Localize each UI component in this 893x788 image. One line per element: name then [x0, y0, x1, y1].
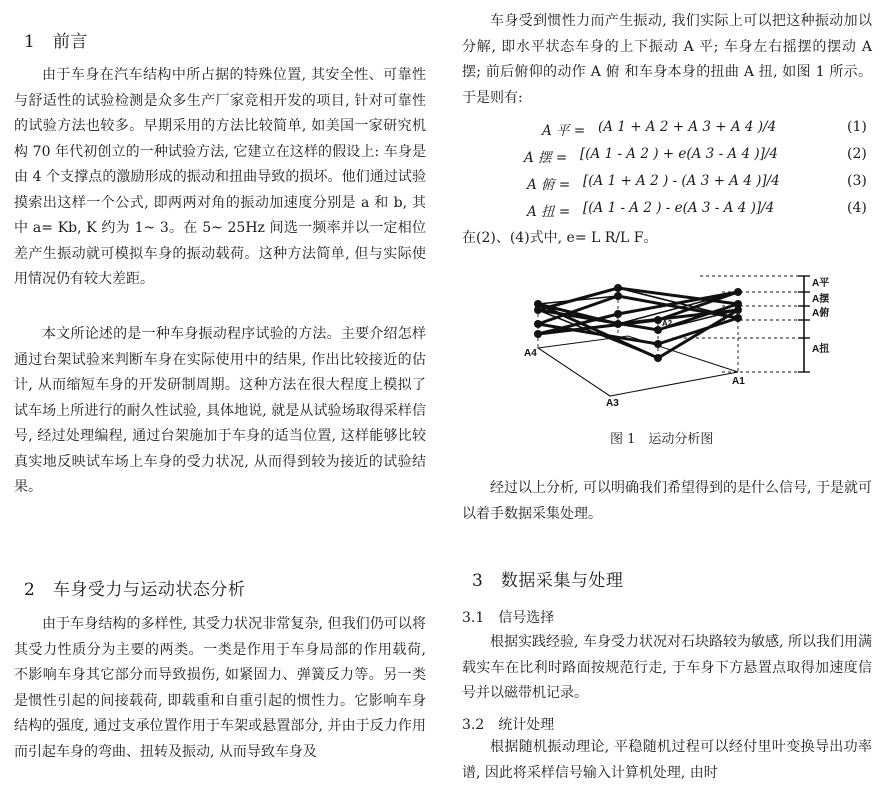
equation-number: (4): [847, 200, 867, 216]
subsection-3-2-heading: 3.2 统计处理: [462, 717, 555, 733]
section-3-heading: 3 数据采集与处理: [472, 571, 624, 591]
equation-note: 在(2)、(4)式中, e= L R/L F。: [462, 230, 658, 246]
figure-caption: 图 1 运动分析图: [610, 432, 714, 447]
equation-lhs: A 平 =: [542, 123, 586, 139]
label-point-a1: A1: [732, 376, 745, 387]
label-a-fu: A俯: [812, 308, 830, 319]
section-1-heading: 1 前言: [24, 32, 88, 52]
section-1-paragraph-1: 由于车身在汽车结构中所占据的特殊位置, 其安全性、可靠性与舒适性的试验检测是众多生产厂家竞相开发的项目, 针对可靠性的试验方法也较多。早期采用的方法比较简单, 如美国一家研究机构 70 年代初创立的一种试验方法, 它建立在这样的假设上: 车身是由 4 个支撑点的激励形成的振动和扭曲导致的损坏。他们通过试验摸索出这样一个公式, 即两两对角的振动加速度分别是 a 和 b, 其中 a= Kb, K 约为 1~ 3。在 5~ 25Hz 间选一频率并以一定相位差产生振动就可模拟车身的振动载荷。这种方法简单, 但与实际使用情况仍有较大差距。: [14, 67, 426, 287]
equation-rhs: [(A 1 - A 2 ) + e(A 3 - A 4 )]/4: [580, 146, 779, 162]
section-1-paragraph-2: 本文所论述的是一种车身振动程序试验的方法。主要介绍怎样通过台架试验来判断车身在实际使用中的结果, 作出比较接近的估计, 从而缩短车身的开发研制周期。这种方法在很大程度上模拟了试车场上所进行的耐久性试验, 具体地说, 就是从试验场取得采样信号, 经过处理编程, 通过台架施加于车身的适当位置, 这样能够比较真实地反映试车场上车身的受力状况, 从而得到较为接近的试验结果。: [14, 326, 426, 495]
label-point-a2: A2: [662, 319, 673, 328]
equation-rhs: [(A 1 + A 2 ) - (A 3 + A 4 )]/4: [583, 173, 780, 189]
equation-number: (1): [847, 119, 867, 135]
section-2-paragraph-1: 由于车身结构的多样性, 其受力状况非常复杂, 但我们仍可以将其受力性质分为主要的两类。一类是作用于车身局部的作用载荷, 不影响车身其它部分而导致损伤, 如紧固力、弹簧反力等。另一类是惯性引起的间接载荷, 即载重和自重引起的惯性力。它影响车身结构的强度, 通过支承位置作用于车架或悬置部分, 并由于反力作用而引起车身的弯曲、扭转及振动, 从而导致车身及: [14, 616, 426, 760]
label-a-ping: A平: [812, 278, 830, 289]
equation-rhs: [(A 1 - A 2 ) - e(A 3 - A 4 )]/4: [583, 200, 775, 216]
equation-lhs: A 摆 =: [524, 150, 568, 166]
equation-number: (2): [847, 146, 867, 162]
subsection-3-1-heading: 3.1 信号选择: [462, 610, 555, 626]
intro-paragraph: 车身受到惯性力而产生振动, 我们实际上可以把这种振动加以分解, 即水平状态车身的上下振动 A 平; 车身左右摇摆的摆动 A 摆; 前后俯仰的动作 A 俯 和车身本身的扭曲 A 扭, 如图 1 所示。 于是则有:: [462, 13, 872, 106]
label-point-a3: A3: [606, 398, 619, 408]
subsection-3-2-paragraph: 根据随机振动理论, 平稳随机过程可以经付里叶变换导出功率谱, 因此将采样信号输入计算机处理, 由时: [462, 739, 872, 781]
equation-number: (3): [847, 173, 867, 189]
section-2-heading: 2 车身受力与运动状态分析: [24, 580, 246, 600]
label-point-a4: A4: [524, 348, 537, 359]
equation-rhs: (A 1 + A 2 + A 3 + A 4 )/4: [598, 119, 777, 135]
label-a-bai: A摆: [812, 294, 830, 305]
equation-lhs: A 扭 =: [527, 204, 571, 220]
post-figure-paragraph: 经过以上分析, 可以明确我们希望得到的是什么信号, 于是就可以着手数据采集处理。: [462, 480, 872, 522]
label-a-niu: A扭: [812, 344, 830, 355]
subsection-3-1-paragraph: 根据实践经验, 车身受力状况对石块路较为敏感, 所以我们用满载实车在比利时路面按规范行走, 于车身下方悬置点取得加速度信号并以磁带机记录。: [462, 634, 872, 701]
equation-lhs: A 俯 =: [527, 177, 571, 193]
motion-analysis-figure: [522, 248, 852, 408]
